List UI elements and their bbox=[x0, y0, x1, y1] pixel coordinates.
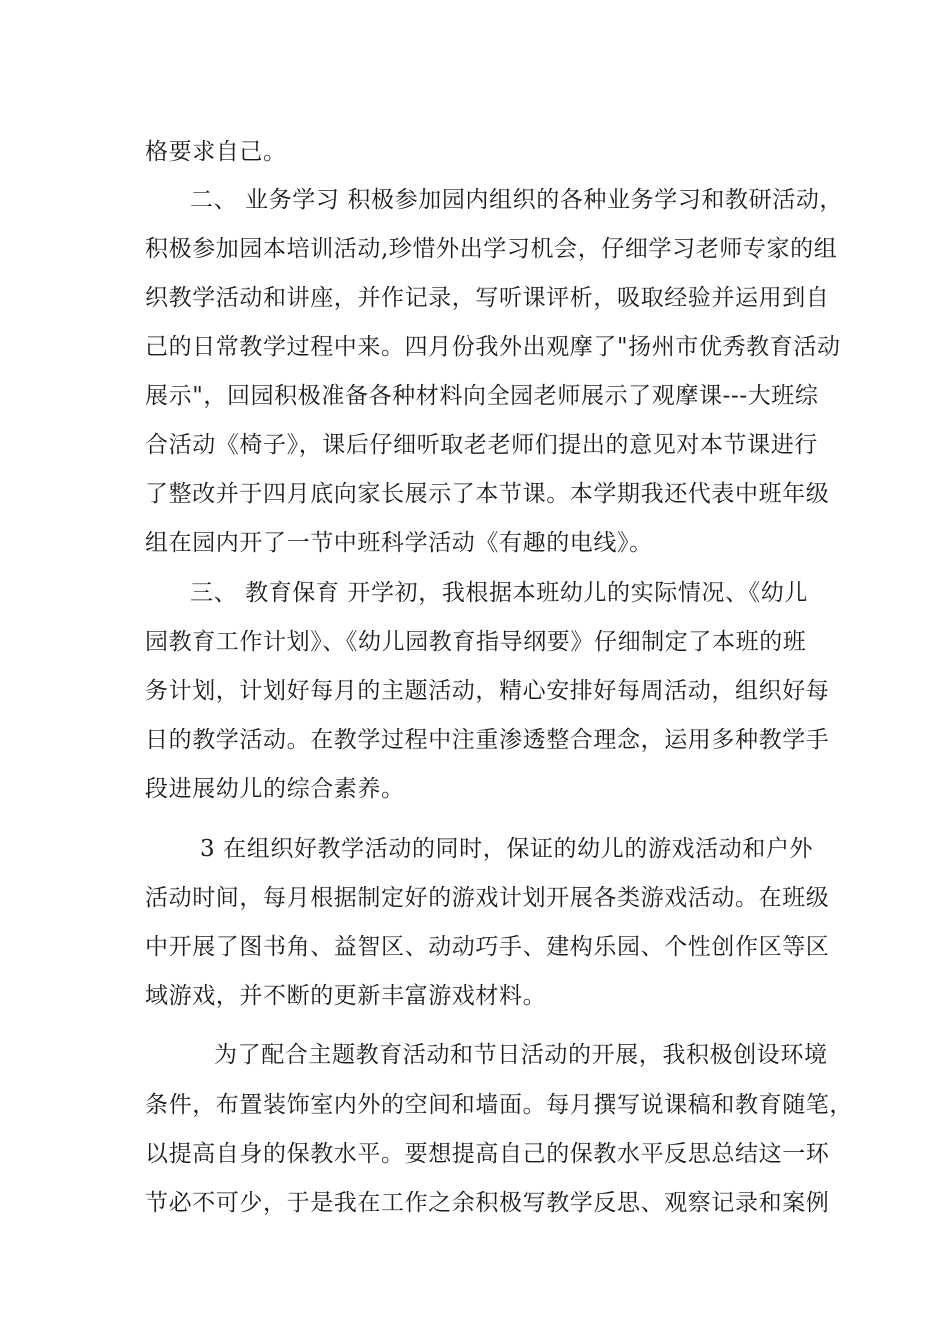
text-line: 条件，布置装饰室内外的空间和墙面。每月撰写说课稿和教育随笔， bbox=[145, 1092, 853, 1118]
text-line: 了整改并于四月底向家长展示了本节课。本学期我还代表中班年级 bbox=[145, 481, 830, 507]
text-line: 合活动《椅子》，课后仔细听取老老师们提出的意见对本节课进行 bbox=[145, 432, 818, 458]
text-line: 中开展了图书角、益智区、动动巧手、建构乐园、个性创作区等区 bbox=[145, 934, 830, 960]
paragraph-start-line: 为了配合主题教育活动和节日活动的开展，我积极创设环境 bbox=[214, 1042, 828, 1068]
text-line: 积极参加园本培训活动,珍惜外出学习机会，仔细学习老师专家的组 bbox=[145, 236, 838, 262]
text-line: 己的日常教学过程中来。四月份我外出观摩了"扬州市优秀教育活动 bbox=[145, 334, 841, 360]
text-line: 活动时间，每月根据制定好的游戏计划开展各类游戏活动。在班级 bbox=[145, 885, 830, 911]
section-heading-line: 三、 教育保育 开学初，我根据本班幼儿的实际情况、《幼儿 bbox=[190, 580, 808, 606]
text-line: 务计划，计划好每月的主题活动，精心安排好每周活动，组织好每 bbox=[145, 678, 830, 704]
text-line: 以提高自身的保教水平。要想提高自己的保教水平反思总结这一环 bbox=[145, 1141, 830, 1167]
text-line: 域游戏，并不断的更新丰富游戏材料。 bbox=[145, 983, 547, 1009]
text-line: 展示"，回园积极准备各种材料向全园老师展示了观摩课---大班综 bbox=[145, 383, 819, 409]
text-line: 组在园内开了一节中班科学活动《有趣的电线》。 bbox=[145, 530, 653, 556]
text-line: 节必不可少，于是我在工作之余积极写教学反思、观察记录和案例 bbox=[145, 1190, 830, 1216]
text-line: 段进展幼儿的综合素养。 bbox=[145, 776, 405, 802]
text-line: 格要求自己。 bbox=[145, 139, 287, 165]
text-line: 织教学活动和讲座，并作记录，写听课评析，吸取经验并运用到自 bbox=[145, 285, 830, 311]
paragraph-start-line: 3 在组织好教学活动的同时，保证的幼儿的游戏活动和户外 bbox=[200, 836, 814, 862]
section-heading-line: 二、 业务学习 积极参加园内组织的各种业务学习和教研活动， bbox=[190, 187, 844, 213]
text-line: 日的教学活动。在教学过程中注重渗透整合理念，运用多种教学手 bbox=[145, 727, 830, 753]
text-line: 园教育工作计划》、《幼儿园教育指导纲要》仔细制定了本班的班 bbox=[145, 629, 807, 655]
